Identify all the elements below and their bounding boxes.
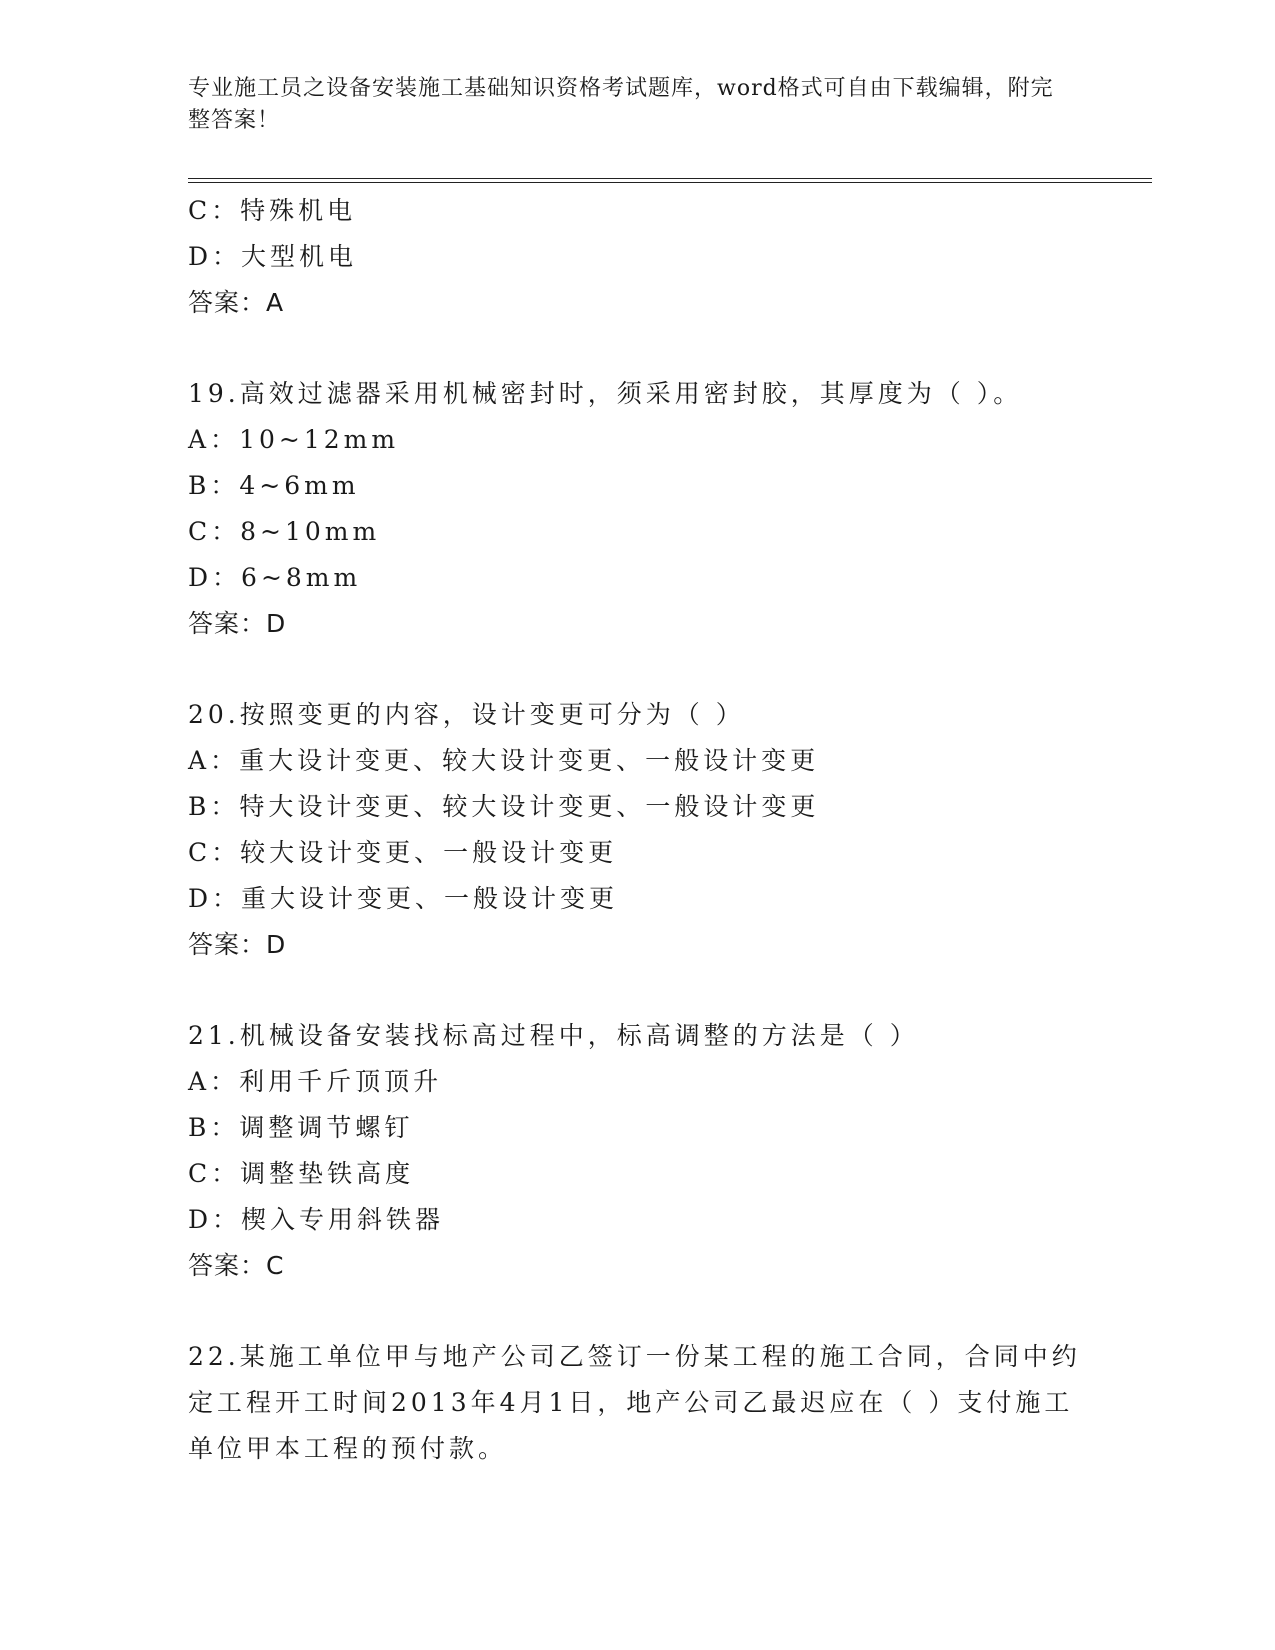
q20-option-c [188,830,1088,876]
q19-option-a [188,417,1088,463]
option-letter: B： [188,471,240,500]
question-list [188,188,1088,1472]
option-text: 楔入专用斜铁器 [241,1205,445,1234]
option-text: 调整垫铁高度 [240,1159,415,1188]
option-letter: C： [188,196,241,225]
q20-option-a [188,738,1088,784]
option-letter: D： [188,563,242,592]
q21-option-b [188,1105,1088,1151]
option-text: 6~8mm [241,563,362,592]
option-letter: D： [188,242,242,271]
option-text: 调整调节螺钉 [239,1113,414,1142]
q20-answer: 答案：D [188,930,287,959]
option-letter: A： [188,1067,240,1096]
q20-option-d [188,876,1088,922]
option-letter: C： [188,517,241,546]
q21-stem: 21.机械设备安装找标高过程中，标高调整的方法是（ ） [188,1021,919,1050]
option-letter: A： [188,746,240,775]
q19-answer: 答案：D [188,609,287,638]
header-double-rule [188,178,1152,183]
option-letter: D： [188,884,242,913]
q18-option-c [188,188,1088,234]
option-letter: C： [188,838,241,867]
option-letter: D： [188,1205,242,1234]
q22-stem: 22.某施工单位甲与地产公司乙签订一份某工程的施工合同，合同中约定工程开工时间2013年4月1日，地产公司乙最迟应在（ ）支付施工单位甲本工程的预付款。 [188,1342,1081,1463]
q19-option-d [188,555,1088,601]
option-letter: A： [188,425,240,454]
option-text: 特殊机电 [240,196,357,225]
q19-option-c [188,509,1088,555]
q21-option-d [188,1197,1088,1243]
option-letter: B： [188,792,240,821]
q20-option-b [188,784,1088,830]
option-text: 重大设计变更、一般设计变更 [241,884,619,913]
q18-answer: 答案：A [188,288,285,317]
q19-option-b [188,463,1088,509]
option-text: 8~10mm [240,517,381,546]
q21-answer: 答案：C [188,1251,285,1280]
option-text: 重大设计变更、较大设计变更、一般设计变更 [239,746,820,775]
option-text: 大型机电 [241,242,358,271]
option-text: 4~6mm [239,471,360,500]
q21-option-c [188,1151,1088,1197]
q18-option-d [188,234,1088,280]
option-letter: C： [188,1159,241,1188]
option-text: 特大设计变更、较大设计变更、一般设计变更 [239,792,820,821]
q19-stem: 19.高效过滤器采用机械密封时，须采用密封胶，其厚度为（ ）。 [188,379,1023,408]
option-letter: B： [188,1113,240,1142]
option-text: 较大设计变更、一般设计变更 [240,838,618,867]
option-text: 10~12mm [239,425,400,454]
q21-option-a [188,1059,1088,1105]
option-text: 利用千斤顶顶升 [239,1067,443,1096]
q20-stem: 20.按照变更的内容，设计变更可分为（ ） [188,700,745,729]
document-header: 专业施工员之设备安装施工基础知识资格考试题库，word格式可自由下载编辑，附完整答案！ [188,76,1054,133]
